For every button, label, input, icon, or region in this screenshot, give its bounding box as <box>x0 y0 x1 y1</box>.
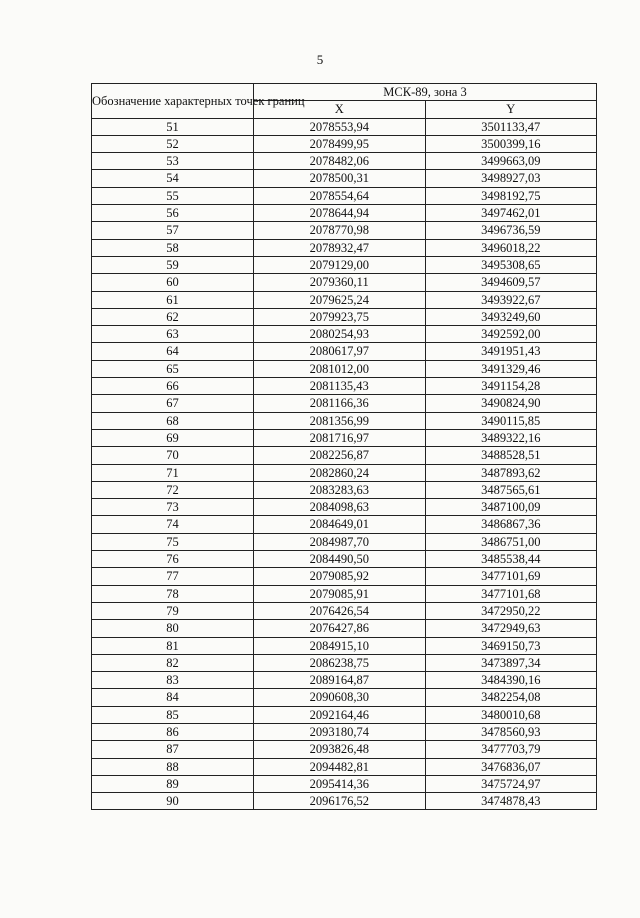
y-coordinate-cell: 3473897,34 <box>425 654 597 671</box>
x-coordinate-cell: 2079129,00 <box>254 256 426 273</box>
y-coordinate-cell: 3485538,44 <box>425 551 597 568</box>
table-row <box>92 602 597 619</box>
table-row <box>92 187 597 204</box>
x-coordinate-cell: 2081135,43 <box>254 378 426 395</box>
y-coordinate-cell: 3490824,90 <box>425 395 597 412</box>
header-x: X <box>254 101 426 118</box>
table-row <box>92 585 597 602</box>
y-coordinate-cell: 3476836,07 <box>425 758 597 775</box>
table-row <box>92 378 597 395</box>
y-coordinate-cell: 3499663,09 <box>425 153 597 170</box>
y-coordinate-cell: 3477101,69 <box>425 568 597 585</box>
x-coordinate-cell: 2096176,52 <box>254 793 426 810</box>
y-coordinate-cell: 3478560,93 <box>425 723 597 740</box>
x-coordinate-cell: 2082256,87 <box>254 447 426 464</box>
header-y: Y <box>425 101 597 118</box>
header-point-designation: Обозначение характерных точек границ <box>92 84 254 119</box>
x-coordinate-cell: 2078553,94 <box>254 118 426 135</box>
y-coordinate-cell: 3500399,16 <box>425 135 597 152</box>
table-row <box>92 343 597 360</box>
point-number-cell: 85 <box>92 706 254 723</box>
point-number-cell: 65 <box>92 360 254 377</box>
table-row <box>92 447 597 464</box>
table-row <box>92 533 597 550</box>
point-number-cell: 78 <box>92 585 254 602</box>
point-number-cell: 51 <box>92 118 254 135</box>
y-coordinate-cell: 3477101,68 <box>425 585 597 602</box>
y-coordinate-cell: 3494609,57 <box>425 274 597 291</box>
x-coordinate-cell: 2084915,10 <box>254 637 426 654</box>
y-coordinate-cell: 3490115,85 <box>425 412 597 429</box>
x-coordinate-cell: 2083283,63 <box>254 481 426 498</box>
x-coordinate-cell: 2084987,70 <box>254 533 426 550</box>
point-number-cell: 81 <box>92 637 254 654</box>
x-coordinate-cell: 2086238,75 <box>254 654 426 671</box>
table-row <box>92 672 597 689</box>
point-number-cell: 57 <box>92 222 254 239</box>
point-number-cell: 72 <box>92 481 254 498</box>
table-row <box>92 222 597 239</box>
y-coordinate-cell: 3497462,01 <box>425 205 597 222</box>
y-coordinate-cell: 3491329,46 <box>425 360 597 377</box>
point-number-cell: 52 <box>92 135 254 152</box>
point-number-cell: 71 <box>92 464 254 481</box>
x-coordinate-cell: 2079923,75 <box>254 308 426 325</box>
table-row <box>92 723 597 740</box>
point-number-cell: 53 <box>92 153 254 170</box>
table-row <box>92 568 597 585</box>
y-coordinate-cell: 3491154,28 <box>425 378 597 395</box>
y-coordinate-cell: 3498192,75 <box>425 187 597 204</box>
point-number-cell: 69 <box>92 429 254 446</box>
y-coordinate-cell: 3487565,61 <box>425 481 597 498</box>
point-number-cell: 86 <box>92 723 254 740</box>
y-coordinate-cell: 3477703,79 <box>425 741 597 758</box>
y-coordinate-cell: 3487100,09 <box>425 499 597 516</box>
point-number-cell: 70 <box>92 447 254 464</box>
header-coordinate-system: МСК-89, зона 3 <box>254 84 597 101</box>
x-coordinate-cell: 2093180,74 <box>254 723 426 740</box>
y-coordinate-cell: 3474878,43 <box>425 793 597 810</box>
x-coordinate-cell: 2078932,47 <box>254 239 426 256</box>
x-coordinate-cell: 2084490,50 <box>254 551 426 568</box>
y-coordinate-cell: 3496736,59 <box>425 222 597 239</box>
point-number-cell: 74 <box>92 516 254 533</box>
point-number-cell: 89 <box>92 775 254 792</box>
x-coordinate-cell: 2092164,46 <box>254 706 426 723</box>
y-coordinate-cell: 3498927,03 <box>425 170 597 187</box>
x-coordinate-cell: 2078770,98 <box>254 222 426 239</box>
table-row <box>92 793 597 810</box>
y-coordinate-cell: 3482254,08 <box>425 689 597 706</box>
x-coordinate-cell: 2084649,01 <box>254 516 426 533</box>
table-row <box>92 153 597 170</box>
y-coordinate-cell: 3493922,67 <box>425 291 597 308</box>
table-row <box>92 620 597 637</box>
point-number-cell: 63 <box>92 326 254 343</box>
point-number-cell: 62 <box>92 308 254 325</box>
table-row <box>92 395 597 412</box>
x-coordinate-cell: 2081716,97 <box>254 429 426 446</box>
y-coordinate-cell: 3487893,62 <box>425 464 597 481</box>
point-number-cell: 79 <box>92 602 254 619</box>
x-coordinate-cell: 2079085,91 <box>254 585 426 602</box>
x-coordinate-cell: 2078500,31 <box>254 170 426 187</box>
point-number-cell: 77 <box>92 568 254 585</box>
table-row <box>92 481 597 498</box>
y-coordinate-cell: 3480010,68 <box>425 706 597 723</box>
table-row <box>92 308 597 325</box>
table-row <box>92 758 597 775</box>
x-coordinate-cell: 2081166,36 <box>254 395 426 412</box>
x-coordinate-cell: 2082860,24 <box>254 464 426 481</box>
point-number-cell: 76 <box>92 551 254 568</box>
page-number: 5 <box>316 52 324 67</box>
point-number-cell: 73 <box>92 499 254 516</box>
point-number-cell: 58 <box>92 239 254 256</box>
x-coordinate-cell: 2080617,97 <box>254 343 426 360</box>
x-coordinate-cell: 2078499,95 <box>254 135 426 152</box>
y-coordinate-cell: 3472949,63 <box>425 620 597 637</box>
x-coordinate-cell: 2079360,11 <box>254 274 426 291</box>
x-coordinate-cell: 2080254,93 <box>254 326 426 343</box>
table-row <box>92 118 597 135</box>
table-row <box>92 551 597 568</box>
point-number-cell: 87 <box>92 741 254 758</box>
table-row <box>92 170 597 187</box>
point-number-cell: 67 <box>92 395 254 412</box>
table-row <box>92 412 597 429</box>
y-coordinate-cell: 3496018,22 <box>425 239 597 256</box>
table-row <box>92 239 597 256</box>
x-coordinate-cell: 2076427,86 <box>254 620 426 637</box>
point-number-cell: 54 <box>92 170 254 187</box>
x-coordinate-cell: 2090608,30 <box>254 689 426 706</box>
point-number-cell: 59 <box>92 256 254 273</box>
table-row <box>92 256 597 273</box>
x-coordinate-cell: 2078482,06 <box>254 153 426 170</box>
point-number-cell: 66 <box>92 378 254 395</box>
y-coordinate-cell: 3493249,60 <box>425 308 597 325</box>
y-coordinate-cell: 3486751,00 <box>425 533 597 550</box>
table-row <box>92 429 597 446</box>
table-row <box>92 291 597 308</box>
point-number-cell: 88 <box>92 758 254 775</box>
point-number-cell: 56 <box>92 205 254 222</box>
table-row <box>92 637 597 654</box>
table-row <box>92 135 597 152</box>
y-coordinate-cell: 3469150,73 <box>425 637 597 654</box>
point-number-cell: 84 <box>92 689 254 706</box>
table-row <box>92 654 597 671</box>
x-coordinate-cell: 2079085,92 <box>254 568 426 585</box>
point-number-cell: 55 <box>92 187 254 204</box>
table-row <box>92 464 597 481</box>
y-coordinate-cell: 3486867,36 <box>425 516 597 533</box>
x-coordinate-cell: 2078644,94 <box>254 205 426 222</box>
point-number-cell: 68 <box>92 412 254 429</box>
x-coordinate-cell: 2094482,81 <box>254 758 426 775</box>
table-row <box>92 499 597 516</box>
y-coordinate-cell: 3488528,51 <box>425 447 597 464</box>
x-coordinate-cell: 2084098,63 <box>254 499 426 516</box>
y-coordinate-cell: 3501133,47 <box>425 118 597 135</box>
table-row <box>92 775 597 792</box>
y-coordinate-cell: 3472950,22 <box>425 602 597 619</box>
point-number-cell: 90 <box>92 793 254 810</box>
x-coordinate-cell: 2079625,24 <box>254 291 426 308</box>
point-number-cell: 60 <box>92 274 254 291</box>
point-number-cell: 82 <box>92 654 254 671</box>
table-row <box>92 516 597 533</box>
point-number-cell: 83 <box>92 672 254 689</box>
table-row <box>92 360 597 377</box>
table-row <box>92 741 597 758</box>
table-row <box>92 706 597 723</box>
x-coordinate-cell: 2081012,00 <box>254 360 426 377</box>
y-coordinate-cell: 3492592,00 <box>425 326 597 343</box>
x-coordinate-cell: 2095414,36 <box>254 775 426 792</box>
point-number-cell: 64 <box>92 343 254 360</box>
x-coordinate-cell: 2093826,48 <box>254 741 426 758</box>
coordinates-table <box>91 83 597 810</box>
y-coordinate-cell: 3484390,16 <box>425 672 597 689</box>
table-body <box>92 118 597 810</box>
x-coordinate-cell: 2078554,64 <box>254 187 426 204</box>
y-coordinate-cell: 3475724,97 <box>425 775 597 792</box>
table-row <box>92 326 597 343</box>
point-number-cell: 61 <box>92 291 254 308</box>
y-coordinate-cell: 3491951,43 <box>425 343 597 360</box>
x-coordinate-cell: 2089164,87 <box>254 672 426 689</box>
y-coordinate-cell: 3489322,16 <box>425 429 597 446</box>
point-number-cell: 80 <box>92 620 254 637</box>
y-coordinate-cell: 3495308,65 <box>425 256 597 273</box>
x-coordinate-cell: 2076426,54 <box>254 602 426 619</box>
table-row <box>92 689 597 706</box>
x-coordinate-cell: 2081356,99 <box>254 412 426 429</box>
table-row <box>92 205 597 222</box>
point-number-cell: 75 <box>92 533 254 550</box>
table-row <box>92 274 597 291</box>
